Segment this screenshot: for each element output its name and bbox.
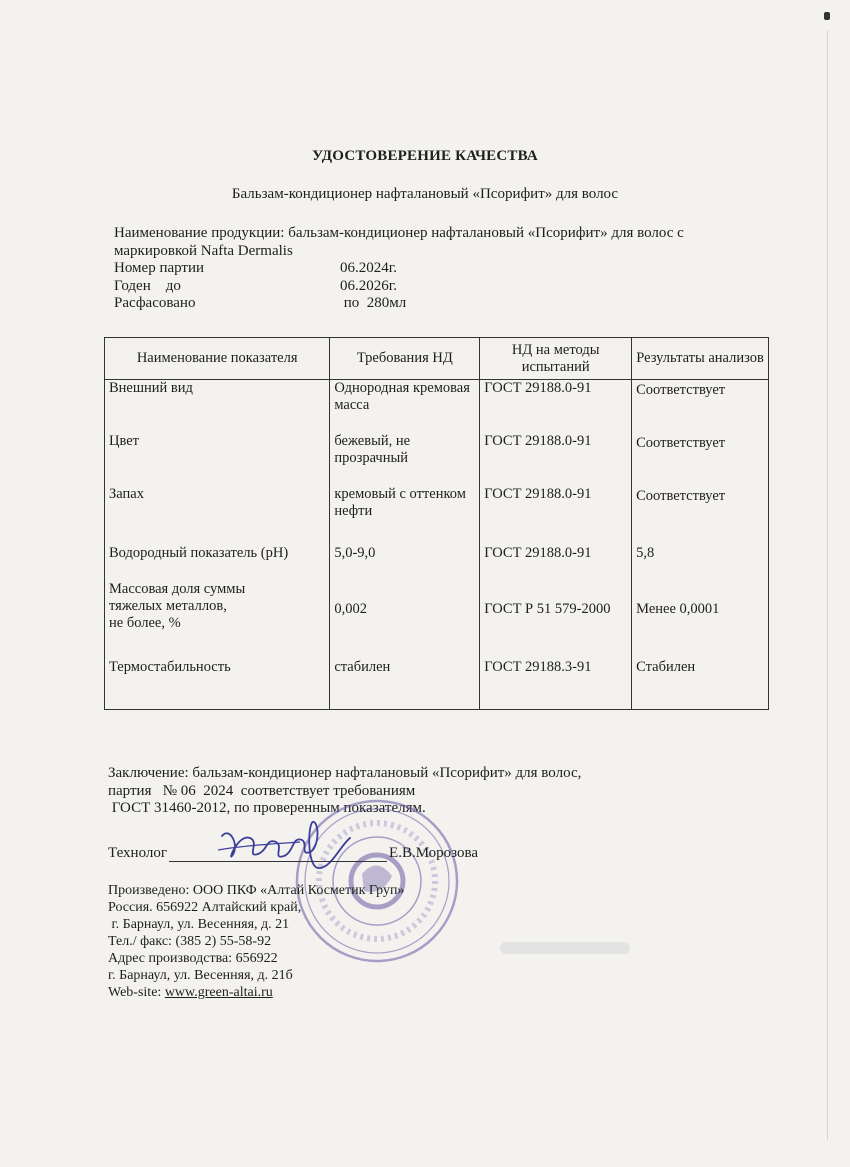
info-value: по 280мл xyxy=(340,295,407,311)
cell-result xyxy=(632,433,769,486)
product-name-line: Наименование продукции: бальзам-кондиционер нафталановый «Псорифит» для волос с xyxy=(114,225,684,241)
table-row xyxy=(105,581,769,659)
cell-result xyxy=(632,486,769,545)
info-label: Расфасовано xyxy=(114,295,196,311)
cell-method: ГОСТ 29188.0-91 xyxy=(480,545,632,581)
table-row xyxy=(105,545,769,581)
technologist-name: Е.В.Морозова xyxy=(389,845,479,861)
cell-method: ГОСТ 29188.0-91 xyxy=(480,433,632,486)
result-text: Соответствует xyxy=(636,435,726,451)
info-value: 06.2024г. xyxy=(340,260,397,276)
website-link[interactable]: www.green-altai.ru xyxy=(164,985,273,1000)
corner-mark xyxy=(824,12,830,20)
cell-method: ГОСТ 29188.0-91 xyxy=(480,380,632,434)
manufacturer-line: г. Барнаул, ул. Весенняя, д. 21 xyxy=(108,917,290,932)
conclusion-line: Заключение: бальзам-кондиционер нафталановый «Псорифит» для волос, xyxy=(108,765,582,781)
indicator-line: не более, % xyxy=(109,615,181,631)
cell-requirement: стабилен xyxy=(330,659,480,710)
cell-method: ГОСТ 29188.0-91 xyxy=(480,486,632,545)
indicator-line: тяжелых металлов, xyxy=(109,598,227,614)
result-text: Соответствует xyxy=(636,488,726,504)
cell-indicator: Внешний вид xyxy=(105,380,330,434)
table-row xyxy=(105,380,769,434)
cell-result: 5,8 xyxy=(632,545,769,581)
table-row xyxy=(105,486,769,545)
cell-indicator: Запах xyxy=(105,486,330,545)
method-text: ГОСТ Р 51 579-2000 xyxy=(484,601,611,617)
info-row-expiry xyxy=(114,278,774,296)
website-label: Web-site: xyxy=(108,985,165,1000)
cell-indicator: Термостабильность xyxy=(105,659,330,710)
technologist-line xyxy=(108,845,478,862)
product-info xyxy=(114,225,774,313)
quality-table xyxy=(104,337,769,710)
website-line xyxy=(108,984,608,1001)
manufacturer-line: Адрес производства: 656922 xyxy=(108,951,278,966)
column-header: НД на методы испытаний xyxy=(480,338,632,380)
cell-requirement: кремовый с оттенком нефти xyxy=(330,486,480,545)
cell-indicator: Цвет xyxy=(105,433,330,486)
table-header-row xyxy=(105,338,769,380)
cell-indicator xyxy=(105,581,330,659)
product-marking-line: маркировкой Nafta Dermalis xyxy=(114,242,293,259)
cell-method: ГОСТ 29188.3-91 xyxy=(480,659,632,710)
column-header: Результаты анализов xyxy=(632,338,769,380)
technologist-label: Технолог xyxy=(108,845,168,861)
info-label: Годен до xyxy=(114,277,181,294)
cell-indicator: Водородный показатель (pH) xyxy=(105,545,330,581)
cell-requirement: бежевый, не прозрачный xyxy=(330,433,480,486)
cell-result xyxy=(632,581,769,659)
cell-result xyxy=(632,380,769,434)
result-text: Менее 0,0001 xyxy=(636,601,720,617)
info-row-packaging xyxy=(114,295,774,313)
manufacturer-line: Тел./ факс: (385 2) 55-58-92 xyxy=(108,934,272,949)
table-row xyxy=(105,659,769,710)
cell-requirement xyxy=(330,581,480,659)
column-header: Наименование показателя xyxy=(105,338,330,380)
manufacturer-line: Россия. 656922 Алтайский край, xyxy=(108,900,302,915)
manufacturer-line: г. Барнаул, ул. Весенняя, д. 21б xyxy=(108,968,293,983)
signature-underline xyxy=(169,847,387,862)
info-value: 06.2026г. xyxy=(340,277,397,294)
document-title: УДОСТОВЕРЕНИЕ КАЧЕСТВА xyxy=(312,148,538,164)
info-label: Номер партии xyxy=(114,260,205,276)
column-header: Требования НД xyxy=(330,338,480,380)
cell-method xyxy=(480,581,632,659)
result-text: Соответствует xyxy=(636,382,726,398)
manufacturer-line: Произведено: ООО ПКФ «Алтай Косметик Груп» xyxy=(108,883,405,898)
conclusion-line: ГОСТ 31460-2012, по проверенным показателям. xyxy=(108,800,426,816)
document-subtitle: Бальзам-кондиционер нафталановый «Псорифит» для волос xyxy=(231,186,619,202)
scan-smudge xyxy=(500,942,630,954)
table-row xyxy=(105,433,769,486)
cell-requirement: 5,0-9,0 xyxy=(330,545,480,581)
requirement-text: 0,002 xyxy=(334,601,367,617)
info-row-batch xyxy=(114,260,774,278)
indicator-line: Массовая доля суммы xyxy=(109,581,246,597)
cell-requirement: Однородная кремовая масса xyxy=(330,380,480,434)
cell-result: Стабилен xyxy=(632,659,769,710)
conclusion-line: партия № 06 2024 соответствует требованиям xyxy=(108,782,416,799)
